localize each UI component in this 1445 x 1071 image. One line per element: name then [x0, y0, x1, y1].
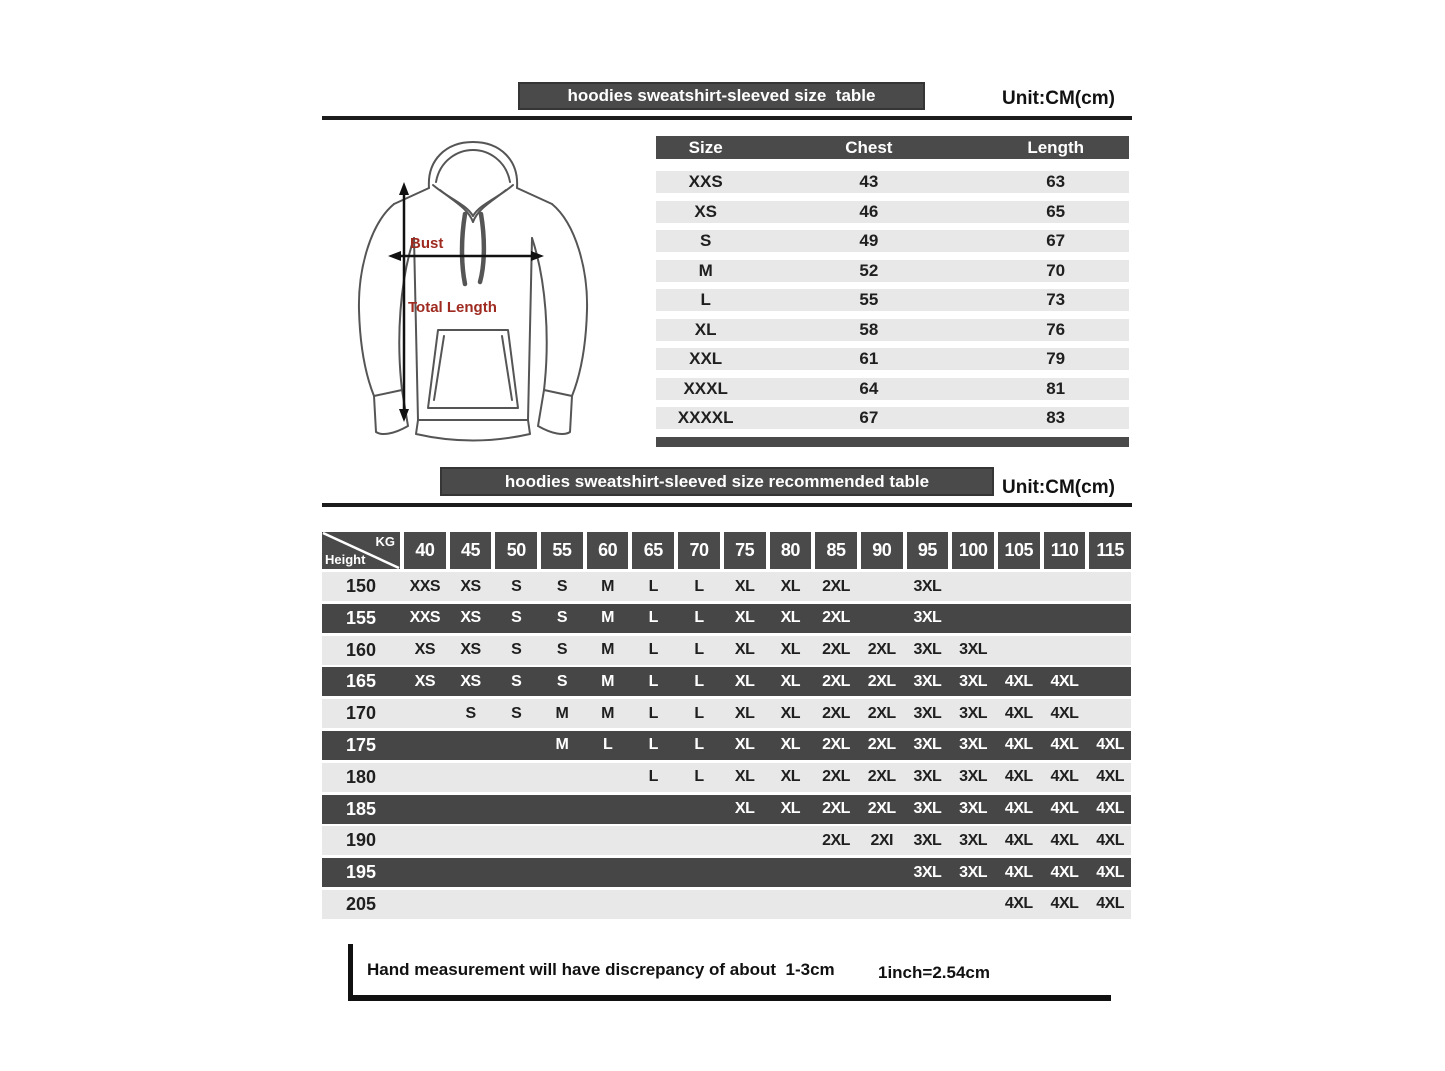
sleeve-right-inner — [532, 238, 547, 390]
size-table-cell: L — [700, 290, 711, 309]
recommended-size-cell: 4XL — [1004, 800, 1033, 818]
footnote-vertical-line — [348, 944, 353, 1001]
recommended-size-cell: XL — [780, 736, 801, 754]
height-axis-label: Height — [325, 552, 366, 567]
recommended-size-cell: XS — [414, 672, 436, 690]
recommended-size-cell: 3XL — [959, 704, 988, 722]
recommended-size-cell: 2XL — [822, 672, 850, 690]
weight-header-cell: 110 — [1044, 532, 1086, 569]
recommended-size-cell: M — [555, 704, 569, 722]
recommended-size-cell: 2XL — [867, 704, 896, 722]
height-label-cell: 190 — [345, 830, 377, 851]
size-table-cell: S — [699, 231, 712, 250]
torso-right-edge — [528, 238, 532, 420]
size-table-title-bar — [518, 82, 925, 110]
recommended-size-cell: L — [694, 577, 704, 595]
weight-header-cell: 80 — [770, 532, 812, 569]
weight-header-cell: 85 — [815, 532, 857, 569]
matrix-row — [322, 604, 1131, 633]
recommended-size-cell: 4XL — [1004, 704, 1033, 722]
size-table-column-header: Chest — [845, 137, 893, 157]
recommended-size-cell: 4XL — [1004, 863, 1033, 881]
recommended-size-cell: 3XL — [913, 863, 942, 881]
recommended-size-cell: 3XL — [913, 609, 942, 627]
size-table-body — [656, 171, 1129, 429]
recommended-size-cell: XL — [780, 577, 801, 595]
recommended-size-cell: M — [601, 672, 614, 690]
recommended-size-cell: S — [511, 641, 522, 659]
sleeve-left-outer — [359, 204, 394, 396]
recommended-size-cell: 2XL — [822, 704, 850, 722]
kg-axis-label: KG — [375, 534, 395, 549]
size-table-cell: XL — [694, 319, 717, 339]
recommended-table-title-bar — [440, 467, 994, 496]
drawstring-right — [480, 214, 484, 282]
size-table-cell: 58 — [859, 319, 879, 339]
recommended-size-cell: L — [648, 641, 658, 659]
drawstring-left — [462, 214, 465, 284]
footnote-horizontal-line — [348, 995, 1111, 1001]
size-table-cell: 67 — [1046, 231, 1066, 250]
matrix-row — [322, 667, 1131, 696]
recommended-size-cell: 3XL — [959, 672, 988, 690]
recommended-size-cell: XXS — [409, 609, 441, 627]
inch-conversion-note: 1inch=2.54cm — [878, 963, 990, 982]
recommended-size-cell: L — [648, 736, 658, 754]
recommended-size-cell: L — [694, 609, 704, 627]
recommended-size-cell: XL — [780, 704, 801, 722]
matrix-row — [322, 890, 1131, 919]
matrix-row — [322, 826, 1131, 855]
recommended-size-cell: L — [602, 736, 613, 754]
recommended-size-cell: 3XL — [959, 863, 988, 881]
recommended-size-cell: S — [556, 672, 567, 690]
kangaroo-pocket — [428, 330, 518, 408]
recommended-size-cell: 4XL — [1050, 704, 1079, 722]
size-recommendation-matrix — [322, 532, 1131, 922]
recommended-size-cell: 4XL — [1050, 768, 1079, 786]
recommended-size-cell: 2XL — [867, 736, 896, 754]
recommended-size-cell: 3XL — [913, 577, 942, 595]
recommended-size-cell: 4XL — [1096, 831, 1125, 849]
recommended-size-cell: 4XL — [1050, 831, 1079, 849]
recommended-size-cell: XS — [460, 577, 481, 595]
height-label-cell: 155 — [345, 607, 377, 628]
recommended-size-cell: 4XL — [1050, 895, 1079, 913]
recommended-size-cell: L — [648, 704, 658, 722]
recommended-size-cell: M — [555, 736, 569, 754]
size-table-cell: 81 — [1046, 378, 1066, 398]
hood-inner-line — [436, 150, 510, 182]
torso-left-edge — [414, 238, 418, 420]
size-table-cell: 83 — [1046, 408, 1066, 427]
recommended-size-cell: XL — [780, 641, 801, 659]
measurement-discrepancy-note: Hand measurement will have discrepancy of about 1-3cm — [367, 960, 835, 979]
matrix-row — [322, 795, 1131, 824]
recommended-size-cell: L — [694, 704, 704, 722]
recommended-size-cell: S — [511, 577, 522, 595]
recommended-size-cell: L — [694, 768, 704, 786]
recommended-size-cell: 4XL — [1096, 800, 1125, 818]
size-table-cell: 65 — [1046, 201, 1066, 221]
recommended-size-cell: 4XL — [1050, 736, 1079, 754]
recommended-size-cell: 4XL — [1096, 736, 1125, 754]
recommended-size-cell: 3XL — [913, 672, 942, 690]
cuff-right — [538, 390, 572, 434]
arrowhead-up-icon — [399, 182, 409, 195]
size-table-footer-bar — [656, 437, 1129, 447]
weight-header-cell: 95 — [907, 532, 949, 569]
height-label-cell: 175 — [345, 734, 377, 755]
size-table-cell: XXL — [689, 349, 723, 368]
size-table-cell: 55 — [859, 290, 879, 309]
recommended-size-cell: 2XL — [822, 800, 850, 818]
matrix-row — [322, 763, 1131, 792]
weight-header-cell: 55 — [541, 532, 583, 569]
recommended-size-cell: 2XL — [822, 641, 850, 659]
unit-label-bottom: Unit:CM(cm) — [1002, 477, 1115, 498]
arrowhead-left-icon — [388, 251, 401, 261]
height-label-cell: 195 — [345, 862, 377, 883]
recommended-size-cell: 2XL — [822, 609, 850, 627]
recommended-size-cell: S — [511, 672, 522, 690]
divider-line-bottom — [322, 503, 1132, 507]
recommended-size-cell: XL — [780, 672, 801, 690]
recommended-size-cell: XL — [734, 672, 755, 690]
recommended-size-cell: M — [601, 609, 614, 627]
collar-line-left — [440, 190, 473, 222]
size-table-cell: 79 — [1046, 349, 1066, 368]
weight-header-cell: 105 — [998, 532, 1040, 569]
size-table-cell: XXXXL — [677, 408, 734, 427]
matrix-row — [322, 731, 1131, 760]
size-table-cell: M — [698, 260, 713, 280]
size-table-row — [656, 348, 1129, 370]
size-table-cell: 64 — [859, 378, 879, 398]
recommended-size-cell: L — [694, 672, 704, 690]
recommended-size-cell: 3XL — [959, 831, 988, 849]
size-table-cell: 49 — [859, 231, 879, 250]
recommended-size-cell: 2XL — [822, 831, 850, 849]
recommended-size-cell: 3XL — [959, 641, 988, 659]
weight-header-cell: 75 — [724, 532, 766, 569]
size-table-row — [656, 201, 1129, 223]
recommended-size-cell: XS — [460, 609, 481, 627]
recommended-size-cell: M — [601, 641, 614, 659]
recommended-size-cell: 2XL — [822, 577, 850, 595]
recommended-size-cell: 3XL — [913, 641, 942, 659]
weight-header-cell: 65 — [632, 532, 674, 569]
recommended-size-cell: XL — [734, 768, 755, 786]
height-label-cell: 160 — [345, 639, 377, 660]
recommended-size-cell: L — [694, 641, 704, 659]
size-table-cell: 61 — [859, 349, 879, 368]
recommended-size-cell: 2XL — [822, 768, 850, 786]
recommended-size-cell: 3XL — [959, 768, 988, 786]
recommended-size-cell: 4XL — [1050, 672, 1079, 690]
weight-header-row — [322, 532, 1131, 569]
recommended-size-cell: M — [601, 704, 614, 722]
recommended-size-cell: 3XL — [913, 800, 942, 818]
recommended-size-cell: S — [556, 577, 567, 595]
height-label-cell: 185 — [345, 798, 377, 819]
hem-band — [416, 420, 530, 441]
recommended-size-cell: 3XL — [913, 704, 942, 722]
recommended-size-cell: XL — [734, 704, 755, 722]
recommended-size-cell: L — [694, 736, 704, 754]
recommended-size-cell: 3XL — [913, 831, 942, 849]
size-table-row — [656, 289, 1129, 311]
shoulder-left — [394, 188, 429, 204]
collar-line-right — [473, 190, 506, 222]
matrix-row — [322, 858, 1131, 887]
corner-header-cell — [322, 532, 400, 569]
recommended-size-cell: 4XL — [1096, 863, 1125, 881]
size-table-cell: XS — [694, 201, 717, 221]
weight-header-cell: 45 — [450, 532, 492, 569]
size-table-row — [656, 319, 1129, 341]
recommended-size-cell: L — [648, 672, 658, 690]
weight-header-cell: 115 — [1089, 532, 1131, 569]
size-table-cell: 67 — [859, 408, 879, 427]
unit-label-top: Unit:CM(cm) — [1002, 88, 1115, 109]
recommended-size-cell: 2XL — [867, 800, 896, 818]
matrix-row — [322, 636, 1131, 665]
recommended-size-cell: L — [648, 609, 658, 627]
recommended-size-cell: S — [465, 704, 476, 722]
recommended-size-cell: XL — [734, 800, 755, 818]
recommended-size-cell: XS — [414, 641, 436, 659]
size-table-row — [656, 378, 1129, 400]
recommended-size-cell: 4XL — [1004, 672, 1033, 690]
size-table-cell: 63 — [1046, 172, 1066, 191]
weight-header-cell: 60 — [587, 532, 629, 569]
recommended-size-cell: XL — [734, 609, 755, 627]
height-label-cell: 165 — [345, 671, 377, 692]
recommended-size-cell: 3XL — [959, 800, 988, 818]
size-table-title: hoodies sweatshirt-sleeved size table — [567, 86, 876, 105]
weight-header-cell: 100 — [952, 532, 994, 569]
size-table-row — [656, 171, 1129, 193]
recommended-size-cell: 2XL — [822, 736, 850, 754]
recommended-size-cell: L — [648, 768, 658, 786]
size-table-cell: 43 — [859, 172, 879, 191]
shoulder-right — [517, 188, 552, 204]
size-table-column-header: Length — [1027, 137, 1084, 157]
recommended-table-title: hoodies sweatshirt-sleeved size recommended table — [504, 471, 930, 491]
matrix-row — [322, 572, 1131, 601]
recommended-size-cell: 2XL — [867, 768, 896, 786]
size-table-cell: 76 — [1046, 319, 1066, 339]
recommended-size-cell: XL — [734, 577, 755, 595]
divider-line-top — [322, 116, 1132, 120]
matrix-body — [322, 572, 1131, 919]
recommended-size-cell: XL — [734, 641, 755, 659]
bust-label: Bust — [410, 235, 444, 252]
recommended-size-cell: 4XL — [1004, 736, 1033, 754]
height-label-cell: 150 — [345, 576, 377, 596]
recommended-size-cell: 4XL — [1096, 895, 1125, 913]
recommended-size-cell: S — [556, 609, 567, 627]
recommended-size-cell: S — [556, 641, 567, 659]
hoodie-measurement-diagram — [328, 130, 618, 465]
recommended-size-cell: 2XL — [867, 641, 896, 659]
recommended-size-cell: XL — [734, 736, 755, 754]
height-label-cell: 170 — [345, 703, 377, 724]
recommended-size-cell: 4XL — [1004, 831, 1033, 849]
recommended-size-cell: 4XL — [1004, 768, 1033, 786]
recommended-size-cell: XS — [460, 641, 481, 659]
weight-header-cell: 50 — [495, 532, 537, 569]
height-label-cell: 180 — [345, 766, 377, 787]
recommended-size-cell: 3XL — [913, 768, 942, 786]
size-table-cell: 70 — [1046, 260, 1066, 280]
total-length-label: Total Length — [408, 299, 497, 316]
height-label-cell: 205 — [345, 893, 377, 914]
size-table-cell: XXXL — [683, 378, 728, 398]
size-table-cell: XXS — [688, 172, 723, 191]
recommended-size-cell: L — [648, 577, 658, 595]
recommended-size-cell: XXS — [409, 577, 441, 595]
size-table-cell: 73 — [1046, 290, 1066, 309]
size-table-cell: 46 — [859, 201, 879, 221]
recommended-size-cell: XL — [780, 768, 801, 786]
recommended-size-cell: S — [511, 704, 522, 722]
recommended-size-cell: XL — [780, 609, 801, 627]
matrix-row — [322, 699, 1131, 728]
recommended-size-cell: 3XL — [959, 736, 988, 754]
recommended-size-cell: 3XL — [913, 736, 942, 754]
size-table-row — [656, 260, 1129, 282]
size-table — [656, 136, 1129, 447]
recommended-size-cell: XS — [460, 672, 481, 690]
weight-header-cell: 90 — [861, 532, 903, 569]
weight-header-cell: 40 — [404, 532, 446, 569]
recommended-size-cell: 4XL — [1050, 863, 1079, 881]
recommended-size-cell: XL — [780, 800, 801, 818]
size-table-cell: 52 — [859, 260, 879, 280]
size-table-row — [656, 230, 1129, 252]
weight-header-cell: 70 — [678, 532, 720, 569]
recommended-size-cell: 2XI — [870, 831, 893, 849]
recommended-size-cell: M — [601, 577, 614, 595]
size-table-column-header: Size — [688, 137, 723, 157]
sleeve-right-outer — [552, 204, 587, 396]
size-table-header-row — [656, 136, 1129, 159]
recommended-size-cell: 4XL — [1050, 800, 1079, 818]
recommended-size-cell: S — [511, 609, 522, 627]
recommended-size-cell: 4XL — [1004, 895, 1033, 913]
recommended-size-cell: 4XL — [1096, 768, 1125, 786]
size-table-row — [656, 407, 1129, 429]
recommended-size-cell: 2XL — [867, 672, 896, 690]
